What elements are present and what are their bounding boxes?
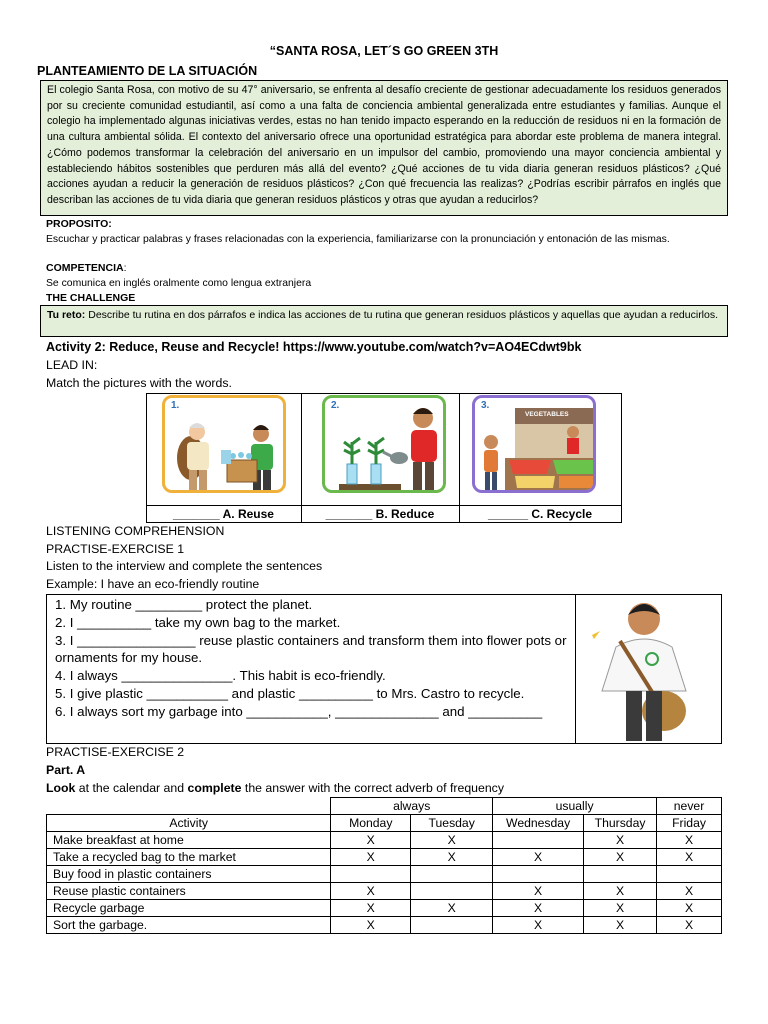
competencia-text: Se comunica en inglés oralmente como lengua extranjera: [46, 278, 312, 289]
table-row: Recycle garbage X X X X X: [47, 900, 722, 917]
header-thursday: Thursday: [584, 815, 657, 832]
sentences-box: [46, 594, 576, 744]
frequency-table: [46, 797, 722, 934]
competencia-heading: COMPETENCIA:: [46, 262, 127, 274]
proposito-label: PROPOSITO:: [46, 218, 112, 230]
table-row: Take a recycled bag to the market X X X X X: [47, 849, 722, 866]
picture-label-reuse: _______ A. Reuse: [173, 507, 274, 521]
lead-in-label: LEAD IN:: [46, 358, 98, 372]
reto-label: Tu reto:: [47, 309, 86, 321]
picture-reduce-plants: 2.: [322, 395, 446, 493]
table-row: Reuse plastic containers X X X X: [47, 883, 722, 900]
header-tuesday: Tuesday: [411, 815, 493, 832]
proposito-text: Escuchar y practicar palabras y frases relacionadas con la experiencia, familiarizarse con la pronunciación y entonación de las mismas.: [46, 234, 670, 245]
exercise2-heading: PRACTISE-EXERCISE 2: [46, 745, 185, 759]
adverb-always: always: [331, 798, 493, 815]
table-row: Make breakfast at home X X X X: [47, 832, 722, 849]
exercise1-example: Example: I have an eco-friendly routine: [46, 577, 260, 591]
part-a-label: Part. A: [46, 763, 86, 777]
picture-reuse-people: 1.: [162, 395, 286, 493]
challenge-label: THE CHALLENGE: [46, 292, 136, 304]
header-friday: Friday: [657, 815, 722, 832]
sentence-3: 3. I ________________ reuse plastic containers and transform them into flower pots or ornaments for my house.: [55, 632, 567, 666]
exercise2-instruction: Look at the calendar and complete the answer with the correct adverb of frequency: [46, 781, 504, 795]
sentence-6: 6. I always sort my garbage into ___________, ______________ and __________: [55, 703, 543, 719]
competencia-label: COMPETENCIA: [46, 262, 124, 274]
header-row: [47, 815, 722, 832]
vegetables-sign: VEGETABLES: [525, 411, 569, 418]
planteamiento-text: El colegio Santa Rosa, con motivo de su 47° aniversario, se enfrenta al desafío creciente de gestionar adecuadamente los residuos generados por su creciente comunidad estudiantil, así como a una falta de conciencia ambiental generalizada entre estudiantes y familias. Aunque el colegio ha implementado algunas iniciativas verdes, estas no han tenido impacto esperando en la reducción de residuos ni en la formación de una cultura ambiental sólida. El contexto del aniversario ofrece una oportunidad estratégica para abordar este problema de manera integral. ¿Cómo podemos transformar la celebración del aniversario en un impulsor del cambio, promoviendo una mayor conciencia ambiental y estableciendo hábitos sostenibles que perduren más allá del evento? ¿Qué acciones de tu vida diaria generan residuos plásticos? ¿Qué acciones ayudan a reducir la generación de residuos plásticos? ¿Con qué frecuencia las realizas? ¿Podrías escribir párrafos en inglés que describan las acciones de tu vida diaria que generan residuos plásticos y otras que ayudan a reducirlos?: [47, 84, 721, 206]
sentence-4: 4. I always _______________. This habit is eco-friendly.: [55, 668, 386, 684]
sentence-1: 1. My routine _________ protect the planet.: [55, 597, 313, 612]
adverb-row: [47, 798, 722, 815]
header-monday: Monday: [331, 815, 411, 832]
exercise1-instruction: Listen to the interview and complete the sentences: [46, 559, 323, 573]
boy-illustration: [576, 595, 720, 743]
sentence-5: 5. I give plastic ___________ and plastic __________ to Mrs. Castro to recycle.: [55, 685, 525, 701]
table-row: Buy food in plastic containers: [47, 866, 722, 883]
activity-title: Activity 2: Reduce, Reuse and Recycle! https://www.youtube.com/watch?v=AO4ECdwt9bk: [46, 340, 582, 354]
reto-text: Describe tu rutina en dos párrafos e indica las acciones de tu rutina que generan residuos plásticos y aquellas que ayudan a reducirlos.: [85, 309, 719, 321]
header-wednesday: Wednesday: [493, 815, 584, 832]
planteamiento-heading: PLANTEAMIENTO DE LA SITUACIÓN: [37, 64, 258, 78]
picture-match-table: [146, 393, 622, 523]
planteamiento-box: [40, 80, 728, 216]
sentence-2: 2. I __________ take my own bag to the market.: [55, 614, 341, 630]
boy-with-bag-picture: [576, 594, 722, 744]
adverb-usually: usually: [493, 798, 657, 815]
document-title: “SANTA ROSA, LET´S GO GREEN 3TH: [269, 44, 499, 58]
exercise1-heading: PRACTISE-EXERCISE 1: [46, 542, 185, 556]
listening-heading: LISTENING COMPREHENSION: [46, 524, 225, 538]
match-instruction: Match the pictures with the words.: [46, 376, 232, 390]
picture-recycle-market: 3. VEGETABLES: [472, 395, 596, 493]
table-row: Sort the garbage. X X X X: [47, 917, 722, 934]
picture-label-reduce: _______ B. Reduce: [325, 507, 435, 521]
picture-label-recycle: ______ C. Recycle: [487, 507, 593, 521]
reuse-illustration: [165, 398, 286, 493]
adverb-never: never: [657, 798, 722, 815]
header-activity: Activity: [47, 815, 331, 832]
reduce-illustration: [325, 398, 446, 493]
reto-box: [40, 305, 728, 337]
